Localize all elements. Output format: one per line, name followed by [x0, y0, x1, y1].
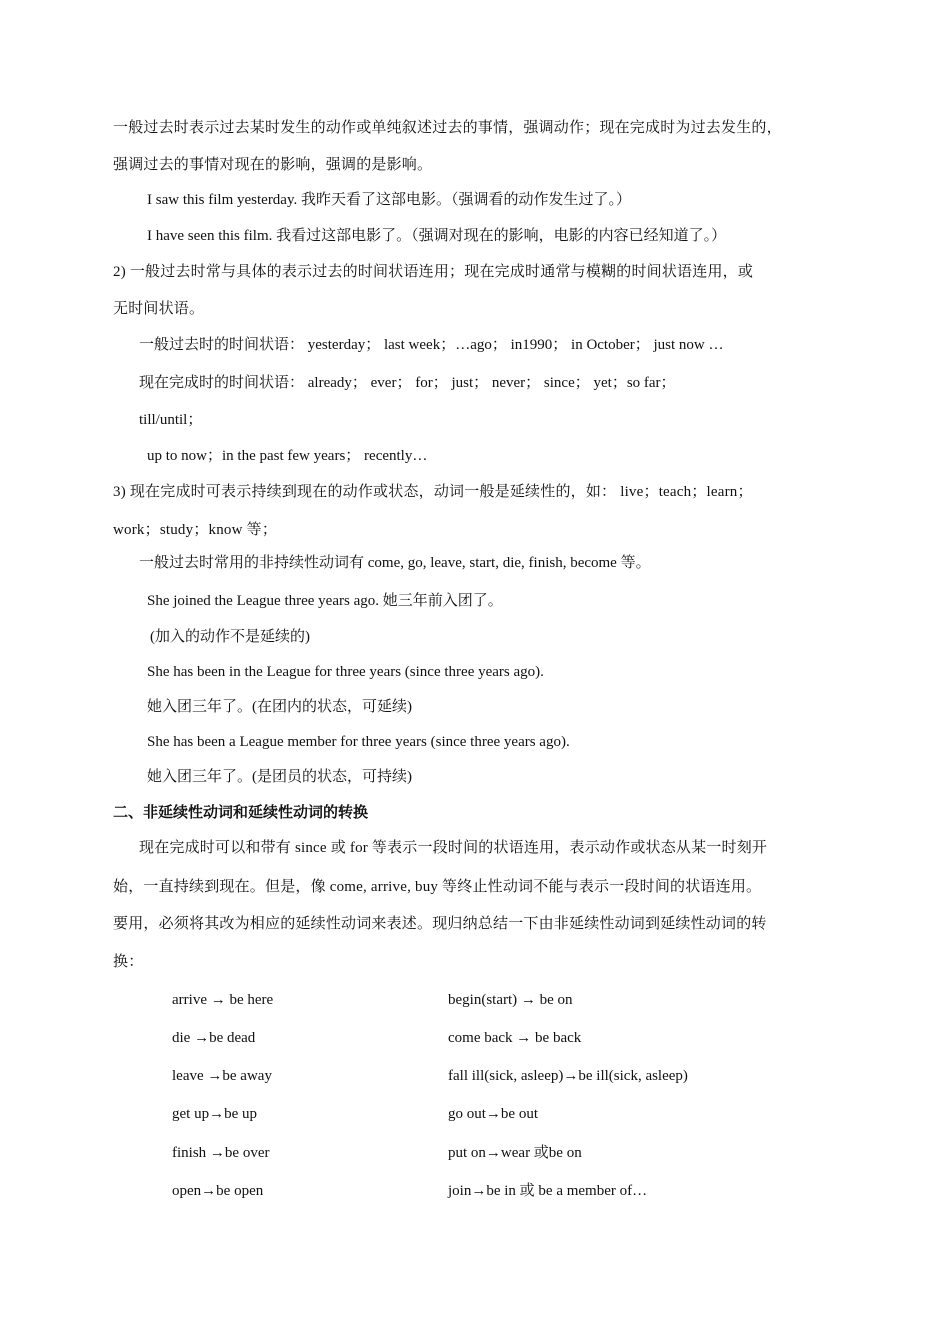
conversion-right: come back → be back	[448, 1030, 582, 1046]
section-2-heading: 二、非延续性动词和延续性动词的转换	[113, 805, 369, 821]
nonduration-verbs-note: 一般过去时常用的非持续性动词有 come, go, leave, start, die, finish, become 等。	[139, 555, 651, 571]
example-sentence-1: I saw this film yesterday. 我昨天看了这部电影。（强调看的动作发生过了。）	[147, 192, 631, 208]
past-tense-adverbials: 一般过去时的时间状语： yesterday； last week；…ago； in1990； in October； just now …	[139, 337, 724, 353]
conversion-left: finish →be over	[172, 1145, 270, 1161]
conversion-right: join→be in 或 be a member of…	[448, 1183, 648, 1199]
example-sentence-5-translation: 她入团三年了。(是团员的状态，可持续)	[147, 769, 412, 785]
paragraph-1-line-1: 一般过去时表示过去某时发生的动作或单纯叙述过去的事情，强调动作；现在完成时为过去发生的，	[113, 120, 782, 136]
example-sentence-3: She joined the League three years ago. 她三年前入团了。	[147, 593, 503, 609]
example-sentence-3-note: (加入的动作不是延续的)	[150, 629, 310, 645]
paragraph-2-line-1: 2) 一般过去时常与具体的表示过去的时间状语连用；现在完成时通常与模糊的时间状语连用，或	[113, 264, 754, 280]
conversion-right: fall ill(sick, asleep)→be ill(sick, asleep)	[448, 1068, 688, 1084]
section-2-intro-line-4: 换：	[113, 954, 144, 970]
conversion-left: open→be open	[172, 1183, 264, 1199]
paragraph-3-line-2: work；study；know 等；	[113, 522, 278, 538]
example-sentence-4-translation: 她入团三年了。(在团内的状态，可延续)	[147, 699, 412, 715]
conversion-left: arrive → be here	[172, 992, 274, 1008]
paragraph-3-line-1: 3) 现在完成时可表示持续到现在的动作或状态，动词一般是延续性的，如： live；teach；learn；	[113, 484, 753, 500]
paragraph-1-line-2: 强调过去的事情对现在的影响，强调的是影响。	[113, 157, 433, 173]
conversion-right: begin(start) → be on	[448, 992, 573, 1008]
conversion-left: get up→be up	[172, 1106, 257, 1122]
section-2-intro-line-3: 要用，必须将其改为相应的延续性动词来表述。现归纳总结一下由非延续性动词到延续性动词的转	[113, 916, 767, 932]
perfect-tense-adverbials-line-3: up to now；in the past few years； recently…	[147, 448, 428, 464]
conversion-right: go out→be out	[448, 1106, 538, 1122]
perfect-tense-adverbials-line-2: till/until；	[139, 412, 203, 428]
example-sentence-2: I have seen this film. 我看过这部电影了。（强调对现在的影响，电影的内容已经知道了。）	[147, 228, 727, 244]
paragraph-2-line-2: 无时间状语。	[113, 301, 205, 317]
perfect-tense-adverbials-line-1: 现在完成时的时间状语： already； ever； for； just； never； since； yet；so far；	[139, 375, 676, 391]
conversion-left: leave →be away	[172, 1068, 272, 1084]
conversion-right: put on→wear 或be on	[448, 1145, 582, 1161]
example-sentence-5: She has been a League member for three years (since three years ago).	[147, 734, 570, 750]
section-2-intro-line-2: 始，一直持续到现在。但是，像 come, arrive, buy 等终止性动词不能与表示一段时间的状语连用。	[113, 879, 762, 895]
conversion-left: die →be dead	[172, 1030, 256, 1046]
example-sentence-4: She has been in the League for three years (since three years ago).	[147, 664, 544, 680]
section-2-intro-line-1: 现在完成时可以和带有 since 或 for 等表示一段时间的状语连用，表示动作或状态从某一时刻开	[139, 840, 768, 856]
